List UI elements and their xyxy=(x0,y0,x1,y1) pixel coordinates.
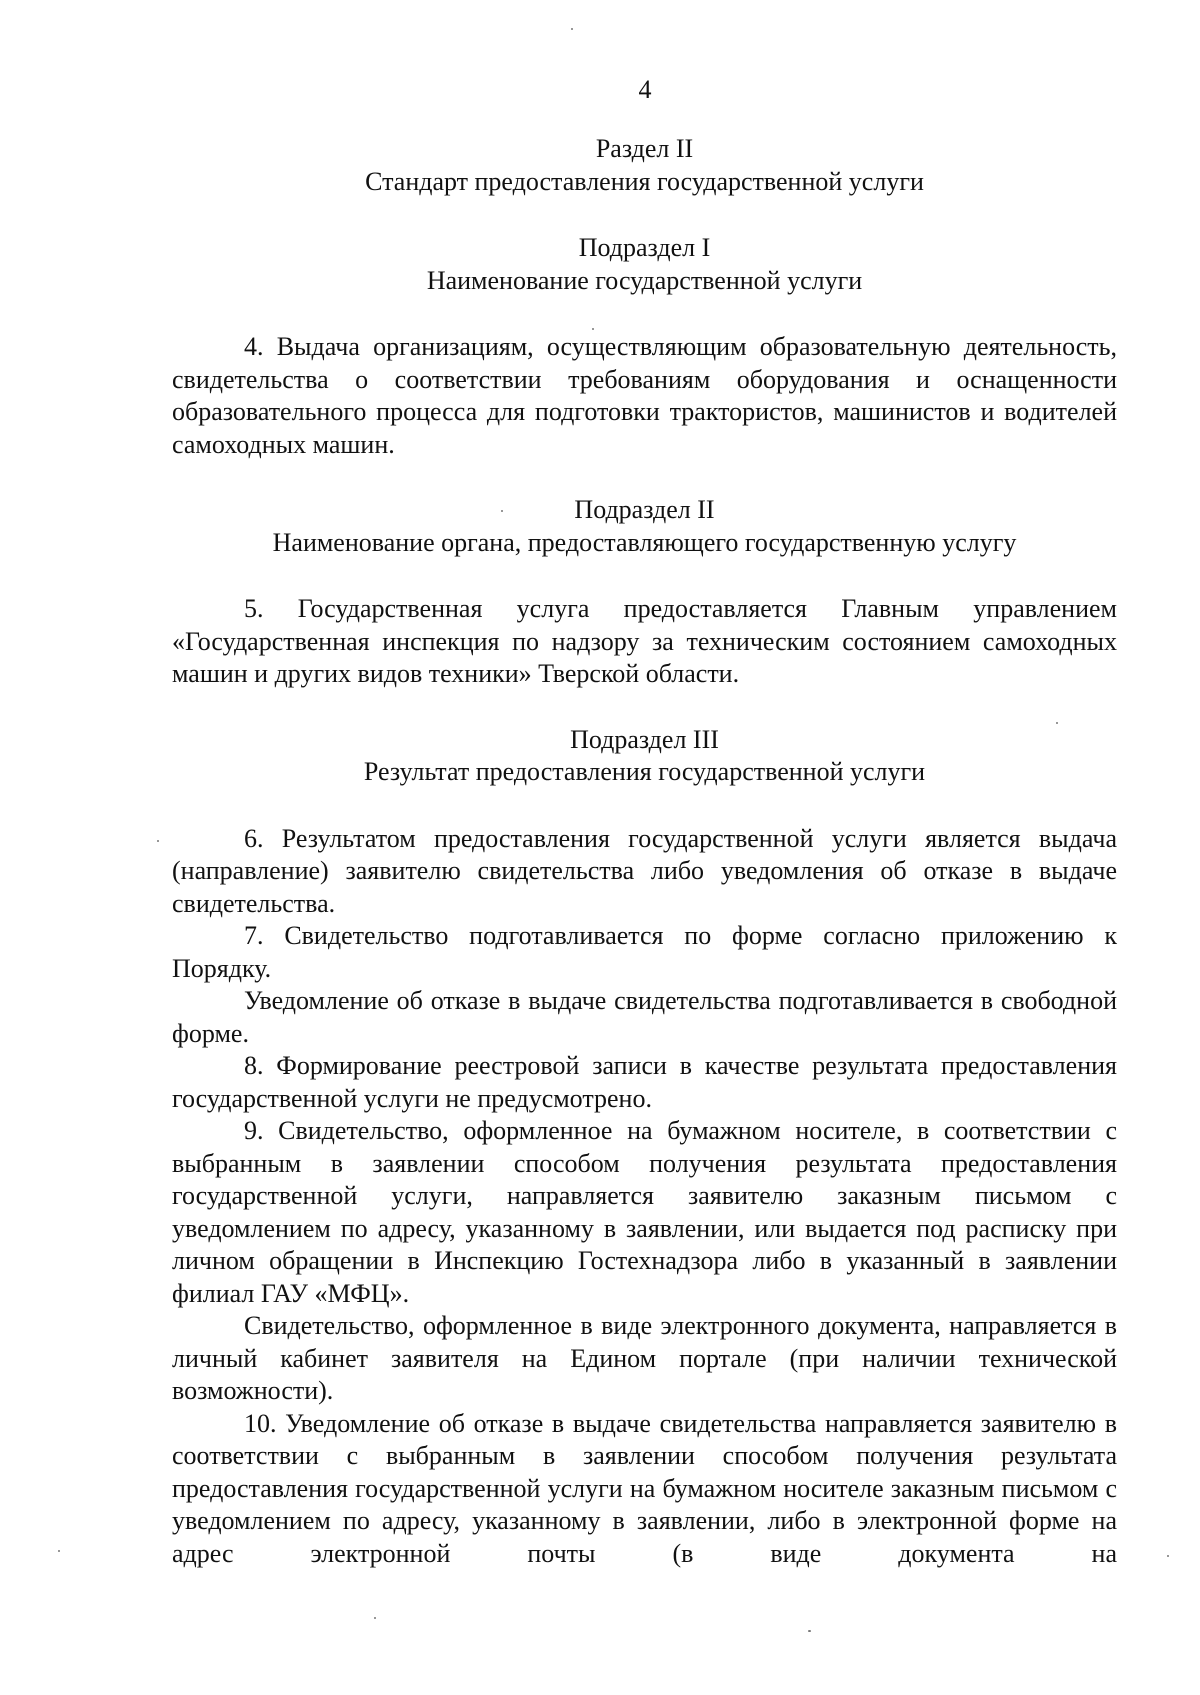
spacer xyxy=(172,198,1117,232)
scan-speck xyxy=(1167,1555,1169,1557)
subsection-title: Подраздел I xyxy=(578,233,711,262)
subsection-title: Подраздел III xyxy=(570,724,719,754)
section-heading xyxy=(172,133,1117,198)
scan-speck xyxy=(592,328,594,330)
subsection-subtitle: Наименование государственной услуги xyxy=(426,265,863,295)
scan-speck xyxy=(374,1617,376,1619)
scan-speck xyxy=(501,510,503,512)
paragraph-7-continued: Уведомление об отказе в выдаче свидетельства подготавливается в свободной форме. xyxy=(172,986,1117,1048)
scan-speck xyxy=(808,1630,811,1632)
section-title: Раздел II xyxy=(595,134,694,163)
subsection-title: Подраздел II xyxy=(574,495,715,524)
subsection-subtitle: Результат предоставления государственной услуги xyxy=(363,757,926,786)
scan-speck xyxy=(1056,722,1058,724)
subsection-heading-2 xyxy=(172,494,1117,559)
paragraph-4: 4. Выдача организациям, осуществляющим образовательную деятельность, свидетельства о соответствии требованиям оборудования и оснащенности образовательного процесса для подготовки трактористов, машинистов и водителей самоходных машин. xyxy=(172,332,1117,459)
spacer xyxy=(172,559,1117,593)
section-subtitle: Стандарт предоставления государственной услуги xyxy=(365,166,924,196)
spacer xyxy=(172,297,1117,331)
page-number: 4 xyxy=(638,75,652,104)
spacer xyxy=(172,461,1117,494)
paragraph-7: 7. Свидетельство подготавливается по форме согласно приложению к Порядку. xyxy=(172,921,1117,983)
subsection-heading-1 xyxy=(172,232,1117,297)
paragraph-5: 5. Государственная услуга предоставляется Главным управлением «Государственная инспекция по надзору за техническим состоянием самоходных машин и других видов техники» Тверской области. xyxy=(172,594,1117,688)
scan-speck xyxy=(157,840,159,842)
paragraph-6: 6. Результатом предоставления государственной услуги является выдача (направление) заявителю свидетельства либо уведомления об отказе в выдаче свидетельства. xyxy=(172,823,1117,918)
paragraph-10: 10. Уведомление об отказе в выдаче свидетельства направляется заявителю в соответствии с выбранным в заявлении способом получения результата предоставления государственной услуги на бумажном носителе заказным письмом с уведомлением по адресу, указанному в заявлении, либо в электронной форме на адрес электронной почты (в виде документа на xyxy=(172,1408,1117,1568)
scan-speck xyxy=(58,1550,60,1552)
scan-speck xyxy=(571,28,573,30)
document-body xyxy=(172,133,1117,1570)
spacer xyxy=(172,789,1117,823)
paragraph-9: 9. Свидетельство, оформленное на бумажном носителе, в соответствии с выбранным в заявлении способом получения результата предоставления государственной услуги, направляется заявителю заказным письмом с уведомлением по адресу, указанному в заявлении, или выдается под расписку при личном обращении в Инспекцию Гостехнадзора либо в указанный в заявлении филиал ГАУ «МФЦ». xyxy=(172,1116,1117,1308)
subsection-subtitle: Наименование органа, предоставляющего государственную услугу xyxy=(272,527,1017,557)
subsection-heading-3 xyxy=(172,724,1117,789)
paragraph-8: 8. Формирование реестровой записи в качестве результата предоставления государственной услуги не предусмотрено. xyxy=(172,1051,1117,1113)
paragraph-9-continued: Свидетельство, оформленное в виде электронного документа, направляется в личный кабинет заявителя на Едином портале (при наличии технической возможности). xyxy=(172,1311,1117,1405)
spacer xyxy=(172,691,1117,724)
